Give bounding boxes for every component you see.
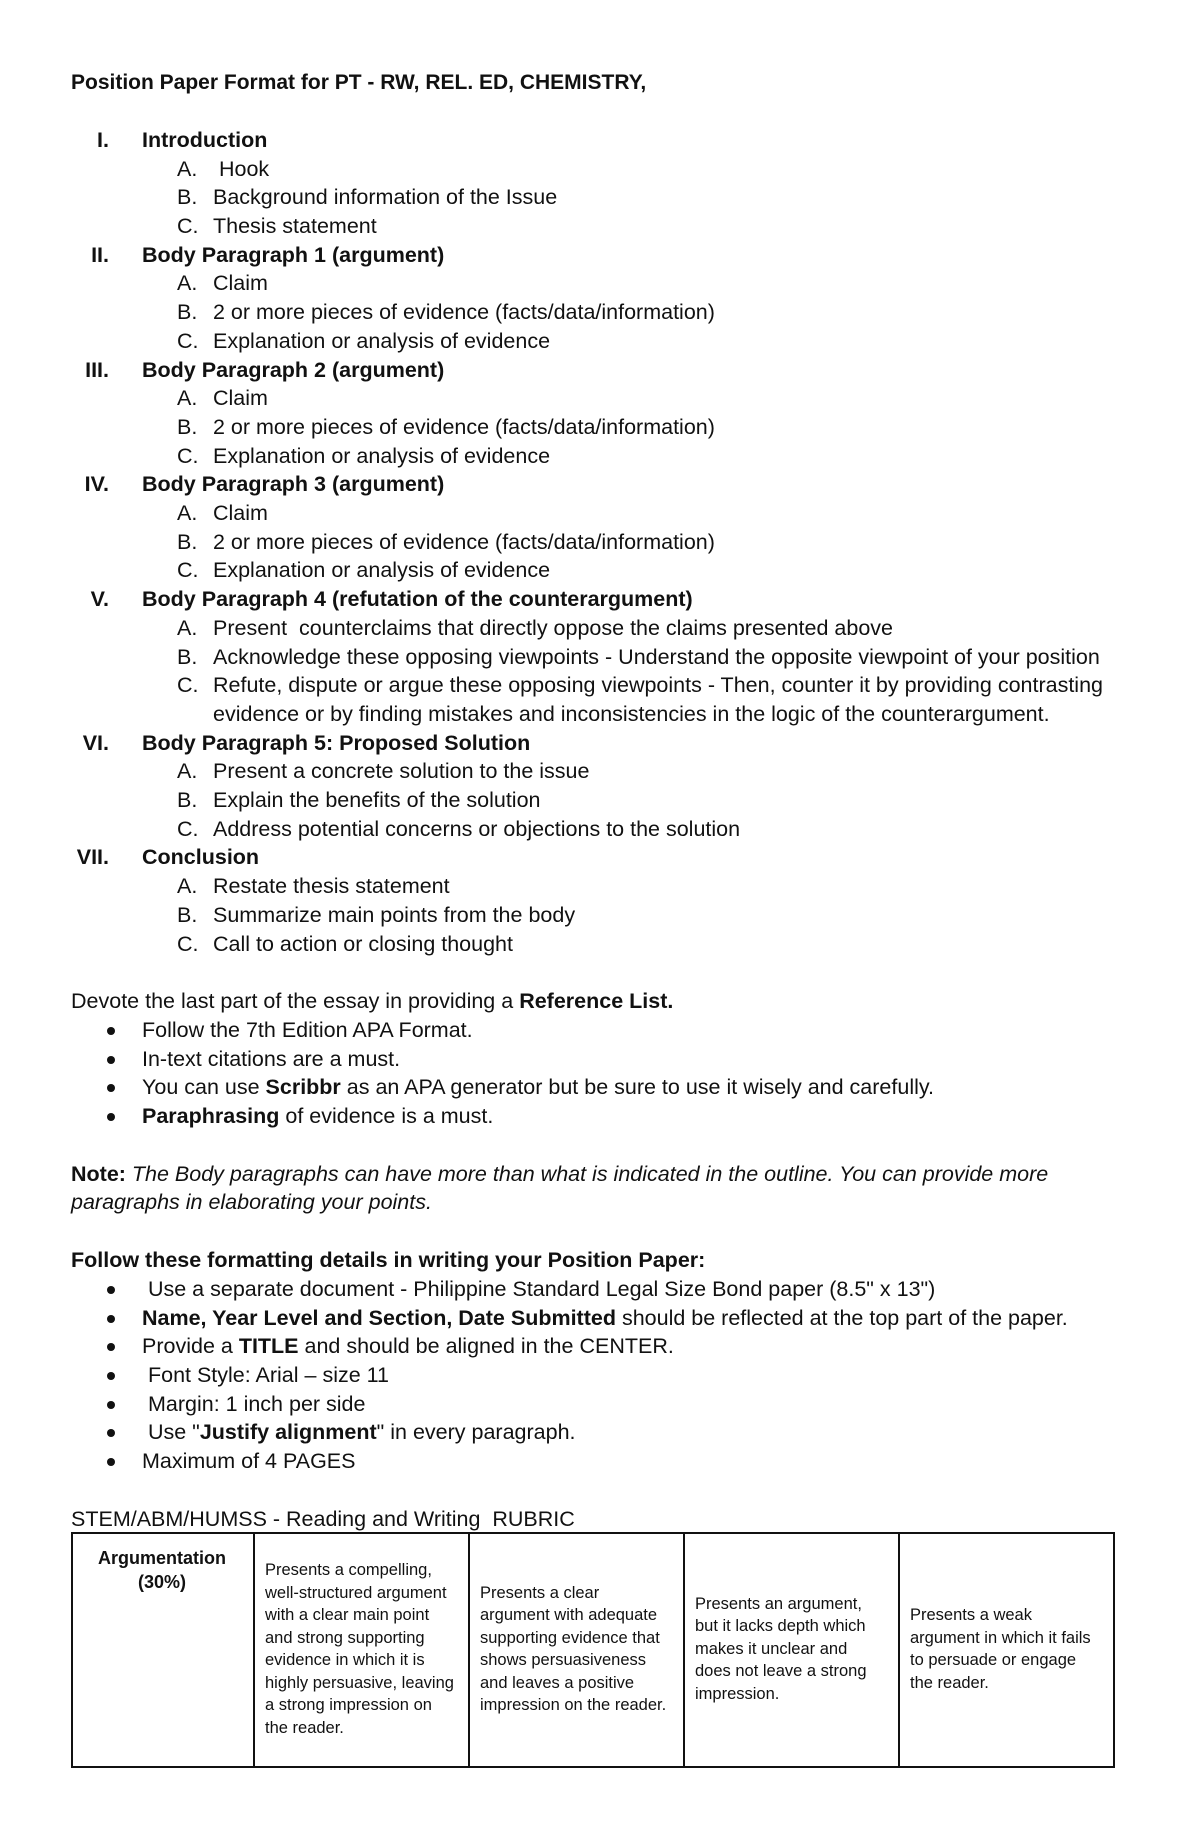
bullet-icon (107, 1401, 115, 1409)
item-letter: C. (177, 673, 199, 698)
item-text: Restate thesis statement (213, 874, 450, 899)
item-text: Claim (213, 501, 268, 526)
rubric-level-cell: Presents a weak argument in which it fails to persuade or engage the reader. (899, 1533, 1114, 1767)
bullet-bold-text: Name, Year Level and Section, Date Submitted (142, 1305, 616, 1330)
section-heading: Body Paragraph 1 (argument) (142, 242, 445, 267)
section-heading: Introduction (142, 128, 268, 152)
section-heading: Body Paragraph 5: Proposed Solution (142, 730, 531, 755)
item-letter: B. (177, 414, 198, 439)
outline-section (71, 585, 1121, 729)
item-letter: A. (177, 156, 198, 181)
item-text: 2 or more pieces of evidence (facts/data/information) (213, 529, 715, 554)
item-text: Call to action or closing thought (213, 931, 513, 956)
item-text: Explanation or analysis of evidence (213, 443, 551, 468)
item-text: Thesis statement (213, 214, 377, 239)
item-letter: B. (177, 644, 198, 669)
bullet-icon (107, 1429, 115, 1437)
item-letter: A. (177, 501, 198, 526)
bullet-text: Use a separate document - Philippine Standard Legal Size Bond paper (8.5" x 13") (142, 1276, 936, 1301)
list-item (71, 1447, 1121, 1476)
rubric-level-cell: Presents a compelling, well-structured argument with a clear main point and strong supporting evidence in which it is highly persuasive, leaving a strong impression on the reader. (254, 1533, 469, 1767)
bullet-icon (107, 1027, 115, 1035)
item-text: Background information of the Issue (213, 185, 558, 210)
bullet-text: and should be aligned in the CENTER. (298, 1334, 674, 1359)
item-letter: C. (177, 558, 199, 583)
item-letter: B. (177, 185, 198, 210)
outline-item (71, 528, 1121, 557)
rubric-table (71, 1532, 1115, 1768)
section-heading: Conclusion (142, 845, 260, 870)
table-row (72, 1533, 1114, 1767)
outline-item (71, 671, 1121, 728)
bullet-icon (107, 1286, 115, 1294)
outline-section (71, 729, 1121, 844)
bullet-icon (107, 1372, 115, 1380)
bullet-icon (107, 1056, 115, 1064)
rubric-title: STEM/ABM/HUMSS - Reading and Writing RUBRIC (71, 1507, 575, 1531)
section-heading: Body Paragraph 3 (argument) (142, 472, 445, 497)
outline-item (71, 930, 1121, 959)
reference-intro (71, 987, 1121, 1016)
item-letter: A. (177, 759, 198, 784)
note-label: Note: (71, 1161, 126, 1186)
bullet-text: Follow the 7th Edition APA Format. (142, 1017, 473, 1042)
outline (71, 126, 1121, 958)
outline-section (71, 843, 1121, 958)
bullet-text: In-text citations are a must. (142, 1046, 401, 1071)
item-text: Claim (213, 386, 268, 411)
bullet-text: Margin: 1 inch per side (142, 1391, 366, 1416)
item-letter: C. (177, 214, 199, 239)
item-letter: B. (177, 788, 198, 813)
item-text: Present counterclaims that directly oppose the claims presented above (213, 615, 894, 640)
item-text: 2 or more pieces of evidence (facts/data/information) (213, 300, 715, 325)
item-text: Acknowledge these opposing viewpoints - Understand the opposite viewpoint of your position (213, 644, 1100, 669)
bullet-bold-text: Justify alignment (199, 1420, 377, 1445)
outline-item (71, 499, 1121, 528)
outline-item (71, 815, 1121, 844)
bullet-icon (107, 1084, 115, 1092)
item-text: Claim (213, 271, 268, 296)
bullet-text: Maximum of 4 PAGES (142, 1448, 356, 1473)
item-text: Refute, dispute or argue these opposing viewpoints - Then, counter it by providing contrasting evidence or by finding mistakes and inconsistencies in the logic of the counterargument. (213, 673, 1103, 726)
outline-item (71, 442, 1121, 471)
bullet-text: " in every paragraph. (376, 1420, 576, 1445)
rubric-level-cell: Presents a clear argument with adequate supporting evidence that shows persuasiveness and leaves a positive impression on the reader. (469, 1533, 684, 1767)
outline-item (71, 614, 1121, 643)
bullet-icon (107, 1458, 115, 1466)
bullet-bold-text: Paraphrasing (142, 1104, 280, 1129)
outline-item (71, 901, 1121, 930)
section-numeral: IV. (84, 472, 109, 497)
document-page (71, 68, 1121, 1476)
reference-list-label: Reference List. (519, 989, 674, 1014)
rubric-criterion: Argumentation (30%) (72, 1533, 254, 1767)
item-text: 2 or more pieces of evidence (facts/data/information) (213, 414, 715, 439)
section-numeral: I. (97, 128, 109, 152)
formatting-heading (71, 1246, 1121, 1275)
item-letter: C. (177, 328, 199, 353)
bullet-bold-text: Scribbr (265, 1075, 341, 1100)
bullet-text: Use " (142, 1420, 200, 1445)
list-item (71, 1073, 1121, 1102)
list-item (71, 1390, 1121, 1419)
outline-item (71, 757, 1121, 786)
item-text: Present a concrete solution to the issue (213, 759, 590, 784)
item-letter: A. (177, 874, 198, 899)
item-text: Address potential concerns or objections to the solution (213, 816, 741, 841)
outline-item (71, 413, 1121, 442)
section-numeral: II. (91, 242, 109, 267)
outline-section (71, 470, 1121, 585)
list-item (71, 1045, 1121, 1074)
item-letter: C. (177, 816, 199, 841)
item-letter: B. (177, 529, 198, 554)
list-item (71, 1332, 1121, 1361)
outline-item (71, 384, 1121, 413)
list-item (71, 1016, 1121, 1045)
item-letter: A. (177, 615, 198, 640)
item-letter: A. (177, 271, 198, 296)
outline-item (71, 872, 1121, 901)
section-heading: Body Paragraph 2 (argument) (142, 357, 445, 382)
section-heading: Body Paragraph 4 (refutation of the counterargument) (142, 587, 693, 612)
bullet-text: of evidence is a must. (279, 1104, 494, 1129)
item-letter: C. (177, 931, 199, 956)
formatting-heading-text: Follow these formatting details in writing your Position Paper: (71, 1248, 706, 1273)
bullet-icon (107, 1113, 115, 1121)
list-item (71, 1361, 1121, 1390)
outline-section (71, 241, 1121, 356)
section-numeral: III. (85, 357, 109, 382)
outline-item (71, 212, 1121, 241)
document-title: Position Paper Format for PT - RW, REL. ED, CHEMISTRY, (71, 71, 647, 94)
item-text: Explain the benefits of the solution (213, 788, 541, 813)
section-numeral: VII. (76, 845, 109, 870)
outline-item (71, 643, 1121, 672)
item-text: Explanation or analysis of evidence (213, 328, 551, 353)
rubric-level-cell: Presents an argument, but it lacks depth which makes it unclear and does not leave a strong impression. (684, 1533, 899, 1767)
note-text: The Body paragraphs can have more than what is indicated in the outline. You can provide more paragraphs in elaborating your points. (71, 1161, 1049, 1215)
outline-item (71, 298, 1121, 327)
outline-item (71, 327, 1121, 356)
item-letter: B. (177, 300, 198, 325)
outline-item (71, 155, 1121, 184)
item-text: Explanation or analysis of evidence (213, 558, 551, 583)
reference-bullets (71, 1016, 1121, 1131)
outline-section (71, 126, 1121, 241)
outline-item (71, 786, 1121, 815)
note-paragraph (71, 1160, 1121, 1217)
outline-item (71, 269, 1121, 298)
list-item (71, 1275, 1121, 1304)
item-text: Summarize main points from the body (213, 902, 576, 927)
section-numeral: V. (90, 587, 109, 612)
bullet-bold-text: TITLE (238, 1334, 299, 1359)
list-item (71, 1102, 1121, 1131)
item-letter: C. (177, 443, 199, 468)
bullet-text: Provide a (142, 1334, 239, 1359)
list-item (71, 1304, 1121, 1333)
reference-intro-text: Devote the last part of the essay in providing a (71, 989, 520, 1014)
outline-item (71, 183, 1121, 212)
bullet-text: Font Style: Arial – size 11 (142, 1362, 389, 1387)
outline-section (71, 356, 1121, 471)
item-letter: A. (177, 386, 198, 411)
list-item (71, 1418, 1121, 1447)
item-letter: B. (177, 902, 198, 927)
item-text: Hook (213, 156, 270, 181)
outline-item (71, 556, 1121, 585)
bullet-text: You can use (142, 1075, 266, 1100)
bullet-text: should be reflected at the top part of the paper. (615, 1305, 1068, 1330)
bullet-text: as an APA generator but be sure to use it wisely and carefully. (340, 1075, 934, 1100)
bullet-icon (107, 1343, 115, 1351)
formatting-bullets (71, 1275, 1121, 1476)
bullet-icon (107, 1315, 115, 1323)
section-numeral: VI. (82, 730, 109, 755)
